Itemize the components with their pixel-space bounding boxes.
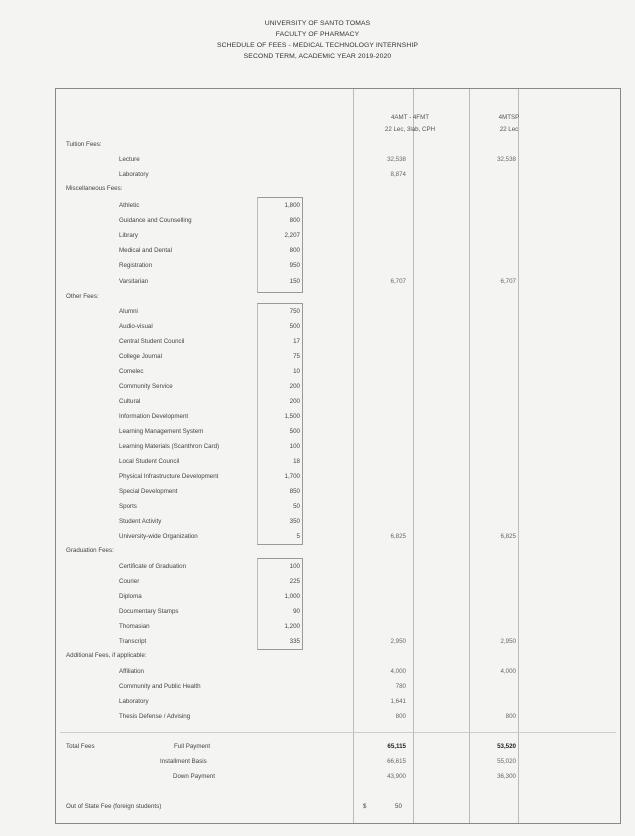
university-name: UNIVERSITY OF SANTO TOMAS xyxy=(264,20,371,27)
divider xyxy=(60,732,616,733)
fee-name: Student Activity xyxy=(119,518,162,525)
fee-name: Registration xyxy=(119,262,153,269)
section-label: Additional Fees, if applicable: xyxy=(66,652,147,659)
fee-amount: 1,000 xyxy=(284,593,300,600)
payment-type: Down Payment xyxy=(173,773,215,780)
col1-value: 1,641 xyxy=(390,698,406,705)
fee-name: Transcript xyxy=(119,638,147,645)
col2-total: 55,020 xyxy=(497,758,516,765)
fee-amount: 90 xyxy=(293,608,300,615)
fee-amount: 500 xyxy=(289,428,300,435)
fee-name: Physical Infrastructure Development xyxy=(119,473,219,480)
col1-value: 800 xyxy=(395,713,406,720)
column-divider xyxy=(413,89,414,823)
fee-amount: 335 xyxy=(289,638,300,645)
fee-name: Thesis Defense / Advising xyxy=(119,713,191,720)
document-header xyxy=(0,18,635,62)
fee-amount: 850 xyxy=(289,488,300,495)
fee-amount: 1,700 xyxy=(284,473,300,480)
fee-name: Athletic xyxy=(119,202,140,209)
fee-name: University-wide Organization xyxy=(119,533,198,540)
fee-name: Guidance and Counselling xyxy=(119,217,192,224)
column-divider xyxy=(518,89,519,823)
section-label: Other Fees: xyxy=(66,293,99,300)
fee-name: College Journal xyxy=(119,353,162,360)
column-2-title: 4MTSP xyxy=(498,114,520,121)
fee-amount: 150 xyxy=(289,278,300,285)
fee-amount: 350 xyxy=(289,518,300,525)
col2-subtotal: 2,950 xyxy=(500,638,516,645)
fee-amount: 10 xyxy=(293,368,300,375)
fee-amount: 1,200 xyxy=(284,623,300,630)
section-label: Miscellaneous Fees: xyxy=(66,185,123,192)
col1-total: 65,115 xyxy=(387,743,406,750)
col1-total: 66,615 xyxy=(387,758,406,765)
fee-name: Varsitarian xyxy=(119,278,149,285)
col2-value: 32,538 xyxy=(497,156,516,163)
fee-name: Audio-visual xyxy=(119,323,153,330)
fee-name: Documentary Stamps xyxy=(119,608,179,615)
fee-amount: 1,500 xyxy=(284,413,300,420)
col1-total: 43,900 xyxy=(387,773,406,780)
fee-name: Laboratory xyxy=(119,171,149,178)
foreign-fee-amount: 50 xyxy=(395,803,402,810)
col1-value: 8,874 xyxy=(390,171,406,178)
column-1-title: 4AMT - 4FMT xyxy=(390,114,430,121)
fee-name: Sports xyxy=(119,503,137,510)
col1-subtotal: 6,707 xyxy=(390,278,406,285)
fee-name: Learning Materials (Scanthron Card) xyxy=(119,443,220,450)
fee-name: Cultural xyxy=(119,398,141,405)
fee-amount: 100 xyxy=(289,563,300,570)
fee-amount: 950 xyxy=(289,262,300,269)
fee-amount: 50 xyxy=(293,503,300,510)
fee-amount: 800 xyxy=(289,247,300,254)
fee-amount: 5 xyxy=(296,533,300,540)
fee-amount: 750 xyxy=(289,308,300,315)
fee-name: Special Development xyxy=(119,488,178,495)
col2-value: 4,000 xyxy=(500,668,516,675)
fee-amount: 500 xyxy=(289,323,300,330)
fee-name: Library xyxy=(119,232,138,239)
fee-name: Local Student Council xyxy=(119,458,180,465)
column-divider xyxy=(353,89,354,823)
column-header-1 xyxy=(360,112,460,136)
fee-name: Learning Management System xyxy=(119,428,204,435)
foreign-fee-label: Out of State Fee (foreign students) xyxy=(66,803,162,810)
fee-amount: 100 xyxy=(289,443,300,450)
fee-name: Certificate of Graduation xyxy=(119,563,187,570)
col2-total: 36,300 xyxy=(497,773,516,780)
fee-name: Medical and Dental xyxy=(119,247,172,254)
fee-amount: 1,800 xyxy=(284,202,300,209)
col1-subtotal: 6,825 xyxy=(390,533,406,540)
col1-subtotal: 2,950 xyxy=(390,638,406,645)
section-label: Graduation Fees: xyxy=(66,547,114,554)
faculty-name: FACULTY OF PHARMACY xyxy=(275,31,360,38)
fee-name: Laboratory xyxy=(119,698,149,705)
fee-name: Lecture xyxy=(119,156,140,163)
col2-total: 53,520 xyxy=(497,743,516,750)
section-label: Tuition Fees: xyxy=(66,141,102,148)
totals-label: Total Fees xyxy=(66,743,95,750)
col1-value: 32,538 xyxy=(387,156,406,163)
fee-name: Comelec xyxy=(119,368,144,375)
payment-type: Installment Basis xyxy=(160,758,207,765)
fee-amount: 18 xyxy=(293,458,300,465)
fee-amount: 225 xyxy=(289,578,300,585)
fee-amount: 2,207 xyxy=(284,232,300,239)
fee-name: Affiliation xyxy=(119,668,144,675)
fee-name: Thomasian xyxy=(119,623,150,630)
fee-name: Information Development xyxy=(119,413,189,420)
payment-type: Full Payment xyxy=(174,743,211,750)
term-title: SECOND TERM, ACADEMIC YEAR 2019-2020 xyxy=(243,53,392,60)
fee-name: Courier xyxy=(119,578,140,585)
column-1-subtitle: 22 Lec, 3lab, CPH xyxy=(384,126,436,133)
fee-name: Central Student Council xyxy=(119,338,185,345)
col2-value: 800 xyxy=(505,713,516,720)
column-header-2 xyxy=(478,112,540,136)
fee-amount: 75 xyxy=(293,353,300,360)
fee-name: Community and Public Health xyxy=(119,683,201,690)
schedule-title: SCHEDULE OF FEES - MEDICAL TECHNOLOGY INTERNSHIP xyxy=(216,42,419,49)
fee-amount: 200 xyxy=(289,383,300,390)
col2-subtotal: 6,707 xyxy=(500,278,516,285)
fee-name: Community Service xyxy=(119,383,173,390)
fee-amount: 200 xyxy=(289,398,300,405)
col1-value: 4,000 xyxy=(390,668,406,675)
currency-symbol: $ xyxy=(363,803,367,810)
fee-name: Diploma xyxy=(119,593,142,600)
fee-name: Alumni xyxy=(119,308,138,315)
column-2-subtitle: 22 Lec xyxy=(499,126,519,133)
fee-amount: 17 xyxy=(293,338,300,345)
fee-amount: 800 xyxy=(289,217,300,224)
col1-value: 780 xyxy=(395,683,406,690)
col2-subtotal: 6,825 xyxy=(500,533,516,540)
